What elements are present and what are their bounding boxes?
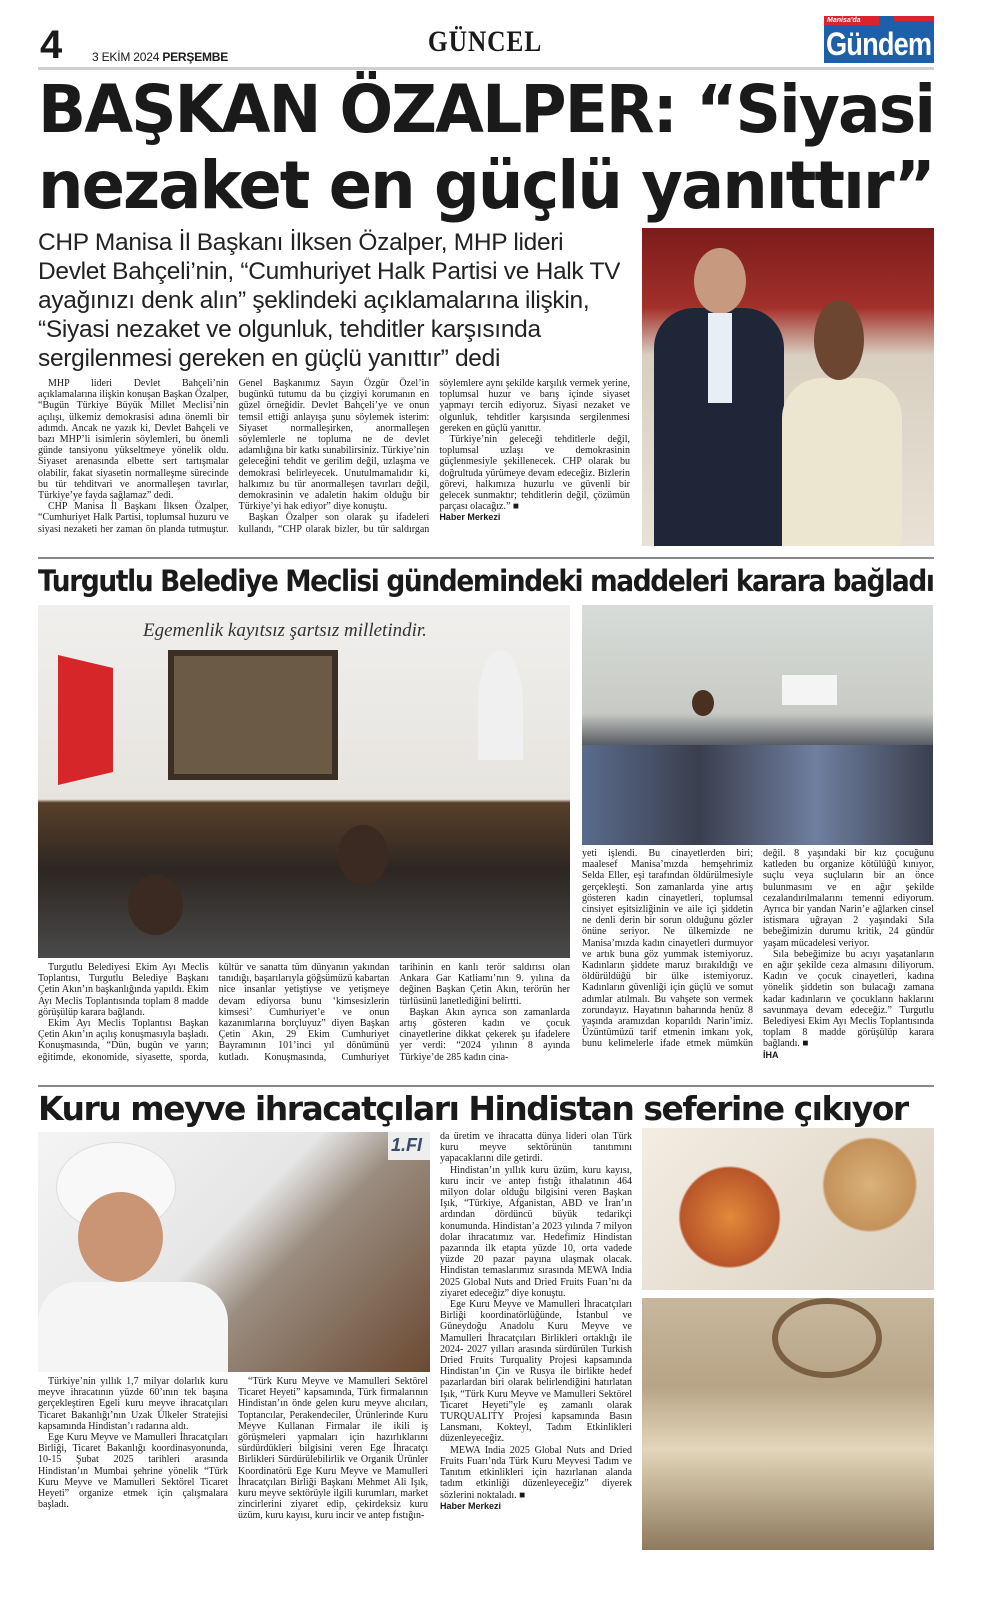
body-paragraph: Başkan Özalper son olarak şu ifadeleri kullandı, “CHP olarak bizler, bu tür saldırgan söylemlere aynı şekilde karşılık vermek yerine, toplumsal huzur ve barış içinde siyaset yapmayı tercih ediyoruz. Siyasi nezaket ve olgunluk, tehditler karşısında sergilenmesi gereken en güçlü yanıttır. [238, 378, 630, 535]
issue-date [92, 50, 228, 64]
article1-photo [642, 228, 934, 546]
headline-line: nezaket en güçlü yanıttır” [38, 147, 934, 224]
article3-body-left [38, 1376, 428, 1556]
article2-body-left [38, 962, 570, 1082]
newspaper-logo [824, 16, 934, 63]
article2-photo-audience [582, 605, 933, 845]
section-title: GÜNCEL [427, 25, 543, 58]
article3-body-right [440, 1131, 632, 1555]
headline-line: BAŞKAN ÖZALPER: “Siyasi [38, 71, 935, 148]
divider [38, 557, 934, 559]
body-paragraph: Hindistan’ın yıllık kuru üzüm, kuru kayısı, kuru incir ve antep fıstığı ithalatının 464 milyon dolar olduğu bilgisini veren Başkan Işık, “Türkiye, Afganistan, ABD ve İran’ın ardından dördüncü büyük tedarikçi konumunda. Hindistan’a 2023 yılında 7 milyon dolar ihracatımız var. Hedefimiz Hindistan pazarında ilk etapta yüzde 10, orta vadede yüzde 20 pazar payına ulaşmak olacak. Hindistan temaslarımız sırasında MEWA India 2025 Global Nuts and Dried Fruits Fuarı’nı da ziyaret edeceğiz” diye konuştu. [440, 1164, 632, 1299]
body-paragraph: “Türk Kuru Meyve ve Mamulleri Sektörel Ticaret Heyeti” kapsamında, Türk firmalarının Hindistan’ın önde gelen kuru meyve alıcıları, Toptancılar, Perakendeciler, Ürünlerinde Kuru Meyve Kullanan Firmalar ile ikili iş görüşmeleri yapmaları için hazırlıklarını sürdürdükleri bilgisini veren Ege İhracatçı Birlikleri Sürdürülebilirlik ve Organik Ürünler Koordinatörü Ege Kuru Meyve ve Mamulleri İhracatçıları Birliği Başkanı Mehmet Ali Işık, kuru meyve sektörüyle ilgili kurumları, market zincirlerini ziyaret edip, çekirdeksiz kuru üzüm, kuru kayısı, kuru incir ve antep fıstığın- [238, 1376, 428, 1522]
byline: Haber Merkezi [439, 512, 501, 523]
body-paragraph: yeti işlendi. Bu cinayetlerden biri; maalesef Manisa’mızda hemşehrimiz Selda Eller, eşi tarafından öldürülmesiyle gerçekleşti. Son zamanlarda yine artış gösteren kadın cinayetleri, toplumsal cinsiyet eşitsizliğinin ve aile içi şiddetin ne denli derin bir sorun olduğunu gözler önüne seriyor. Ne ülkemizde ne Manisa’mızda kadın cinayetleri durmuyor ve artık buna göz yummak istemiyoruz. Kadınların şiddete maruz bırakıldığı ve öldürüldüğü bir ülke istemiyoruz. Kadınların güvenliği için güçlü ve somut adımlar atılmalı. Bu vahşete son vermek zorundayız. Hayatının baharında henüz 8 yaşında aramızdan koparıldı Narin’imiz. Üzüntümüzü tarif etmenin imkanı yok, bunu kelimelerle ifade etmek mümkün değil. 8 yaşındaki bir kız çocuğunu katleden bu organize kötülüğü kınıyor, suçlu veya suçluların bir an önce bulunmasını ve en ağır şekilde cezalandırılmalarını temenni ediyorum. Ayrıca bir yandan Narin’e ağlarken cinsel istismara uğrayan 2 yaşındaki Sıla bebeğimizin durumu kritik, 24 gündür yaşam mücadelesi veriyor. [582, 848, 934, 1050]
article1-lead: CHP Manisa İl Başkanı İlksen Özalper, MHP lideri Devlet Bahçeli’nin, “Cumhuriyet Halk Partisi ve Halk TV ayağınızı denk alın” şeklindeki açıklamalarına ilişkin, “Siyasi nezaket ve olgunluk, tehditler karşısında sergilenmesi gereken en güçlü yanıttır” dedi [38, 229, 621, 372]
photo-sign-text: 1.FI [388, 1132, 430, 1160]
byline: İHA [763, 1049, 779, 1060]
article2-photo-council [38, 605, 570, 958]
body-paragraph: Ege Kuru Meyve ve Mamulleri İhracatçıları Birliği, Ticaret Bakanlığı koordinasyonunda, 10-15 Şubat 2025 tarihleri arasında Hindistan’ın Mumbai şehrine yönelik “Türk Kuru Meyve ve Mamulleri Sektörel Ticaret Heyeti” organize etmek için çalışmalara başladı. [38, 1432, 228, 1511]
body-paragraph: Türkiye’nin yıllık 1,7 milyar dolarlık kuru meyve ihracatının yüzde 60’ının tek başına gerçekleştiren Egeli kuru meyve ihracatçıları Ticaret Bakanlığı’nın Uzak Ülkeler Stratejisi kapsamında Hindistan’ı radarına aldı. [38, 1376, 228, 1432]
body-paragraph: Türkiye’nin geleceği tehditlerle değil, toplumsal uzlaşı ve demokrasinin güçlenmesiyle şekillenecek. CHP olarak bu doğrultuda yürümeye devam edeceğiz. Bizlerin görevi, halkımıza huzurlu ve güvenli bir gelecek sunmaktır; tehditlerin değil, çözümün parçası olacağız.” ■ [439, 434, 630, 513]
date-text: 3 EKİM 2024 [92, 50, 160, 64]
photo-banner-text: Egemenlik kayıtsız şartsız milletindir. [143, 620, 427, 641]
body-paragraph: Ege Kuru Meyve ve Mamulleri İhracatçıları Birliği koordinatörlüğünde, İstanbul ve Güneydoğu Anadolu Kuru Meyve ve Mamulleri İhracatçıları Birlikleri ortaklığı ile 2024- 2027 yılları arasında sürdürülen Turkish Dried Fruits Turquality Projesi kapsamında Hindistan’ın Çin ve Rusya ile birlikte hedef pazarlardan biri olarak belirlendiğini hatırlatan Işık, “Türk Kuru Meyve ve Mamulleri Sektörel Ticaret Heyeti”yle eş zamanlı olarak TURQUALITY Projesi kapsamında Basın Lansmanı, Kokteyl, Tadım Etkinlikleri düzenleyeceğiz. [440, 1299, 632, 1445]
logo-wordmark: Gündem [826, 26, 932, 62]
article3-photo-figs [642, 1298, 934, 1550]
page-number: 4 [40, 23, 63, 67]
divider [38, 1085, 934, 1087]
body-paragraph: da üretim ve ihracatta dünya lideri olan Türk kuru meyve sektörünün tanıtımını yapacaklarını dile getirdi. [440, 1131, 632, 1165]
article3-photo-worker [38, 1132, 430, 1372]
article1-body [38, 378, 630, 550]
header-divider [38, 67, 934, 70]
body-paragraph: MEWA India 2025 Global Nuts and Dried Fruits Fuarı’nda Türk Kuru Meyvesi Tadım ve Tanıtım etkinlikleri için hazırlanan alanda tadım etkinliği düzenleyeceğiz” diyerek sözlerini noktaladı. ■ [440, 1444, 632, 1501]
body-paragraph: MHP lideri Devlet Bahçeli’nin açıklamalarına ilişkin konuşan Başkan Özalper, “Bugün Türkiye Büyük Millet Meclisi’nin açılışı, ülkemiz demokrasisi adına önemli bir adımdı. Ancak ne yazık ki, Devlet Bahçeli ve bazı MHP’li isimlerin söylemleri, bu önemli günde tansiyonu yükseltmeye yönelik oldu. Siyaset arenasında elbette sert tartışmalar olabilir, fakat siyasetin normalleşme sürecinde bu tür tehditvari ve anormalleşen tavırlar, Türkiye’ye fayda sağlamaz” dedi. [38, 378, 229, 502]
article3-headline: Kuru meyve ihracatçıları Hindistan seferine çıkıyor [38, 1089, 908, 1128]
article3-photo-dried-fruits [642, 1128, 934, 1290]
article2-headline: Turgutlu Belediye Meclisi gündemindeki maddeleri karara bağladı [38, 564, 934, 598]
byline: Haber Merkezi [440, 1500, 502, 1511]
weekday-text: PERŞEMBE [162, 50, 229, 64]
article2-body-right [582, 848, 934, 1082]
logo-strip [894, 16, 934, 21]
body-paragraph: CHP Manisa İl Başkanı İlksen Özalper, “Cumhuriyet Halk Partisi, toplumsal huzuru ve siyasi nezaketi her zaman ön planda tutmuştur. Genel Başkanımız Sayın Özgür Özel’in bugünkü tutumu da bu çizgiyi korumanın en güzel örneğidir. Devlet Bahçeli’ye ve onun temsil ettiği anlayışa şunu söylemek isterim: Siyaset normalleşirken, anormalleşen söylemlerle ne topluma ne de devlet adamlığına bir katkı sunabilirsiniz. Türkiye’nin geleceğini tehdit ve gerilim değil, uzlaşma ve demokrasi belirleyecek. Unutulmamalıdır ki, halkımız bu tür anormalleşen tavırları değil, demokrasinin ve adaletin hakim olduğu bir Türkiye’yi hak ediyor” diye konuştu. [38, 378, 430, 535]
article1-headline [38, 72, 938, 224]
body-paragraph: Turgutlu Belediyesi Ekim Ayı Meclis Toplantısı, Turgutlu Belediye Başkanı Çetin Akın’ın başkanlığında yapıldı. Ekim Ayı Meclis Toplantısında toplam 8 madde görüşülüp karara bağlandı. [38, 962, 209, 1018]
logo-tagline: Manisa'da [824, 16, 879, 25]
body-paragraph: Ekim Ayı Meclis Toplantısı Başkan Çetin Akın’ın açılış konuşmasıyla başladı. Konuşmasında, “Dün, bugün ve yarın; eğitimde, ekonomide, siyasette, sporda, kültür ve sanatta tüm dünyanın yakından tanıdığı, başarılarıyla göğsümüzü kabartan nice insanlar yetiştiyse ve yetişmeye devam ediyorsa bunu ‘kimsesizlerin kimsesi’ Cumhuriyet’e ve onun kazanımlarına borçluyuz” diyen Başkan Çetin Akın, 29 Ekim Cumhuriyet Bayramının 101’inci yıl dönümünü kutladı. Konuşmasında, Cumhuriyet tarihinin en kanlı terör saldırısı olan Ankara Gar Katliamı’nın 9. yılına da değinen Başkan Çetin Akın, terörün her türlüsünü lanetlediğini belirtti. [38, 962, 570, 1063]
body-paragraph: Sıla bebeğimize bu acıyı yaşatanların en ağır şekilde ceza almasını diliyorum. Kadın ve çocuk cinayetleri, kadına yönelik şiddetin son bulacağı zamana kadar kadınların ve çocukların haklarını savunmaya devam edeceğiz.” Turgutlu Belediyesi Ekim Ayı Meclis Toplantısında toplam 8 madde görüşülüp karara bağlandı. ■ [763, 948, 934, 1050]
body-paragraph: Başkan Akın ayrıca son zamanlarda artış gösteren kadın ve çocuk cinayetlerine dikkat çekerek şu ifadelere yer verdi: “2024 yılının 8 ayında Türkiye’de 285 kadın cina- [399, 1006, 570, 1063]
